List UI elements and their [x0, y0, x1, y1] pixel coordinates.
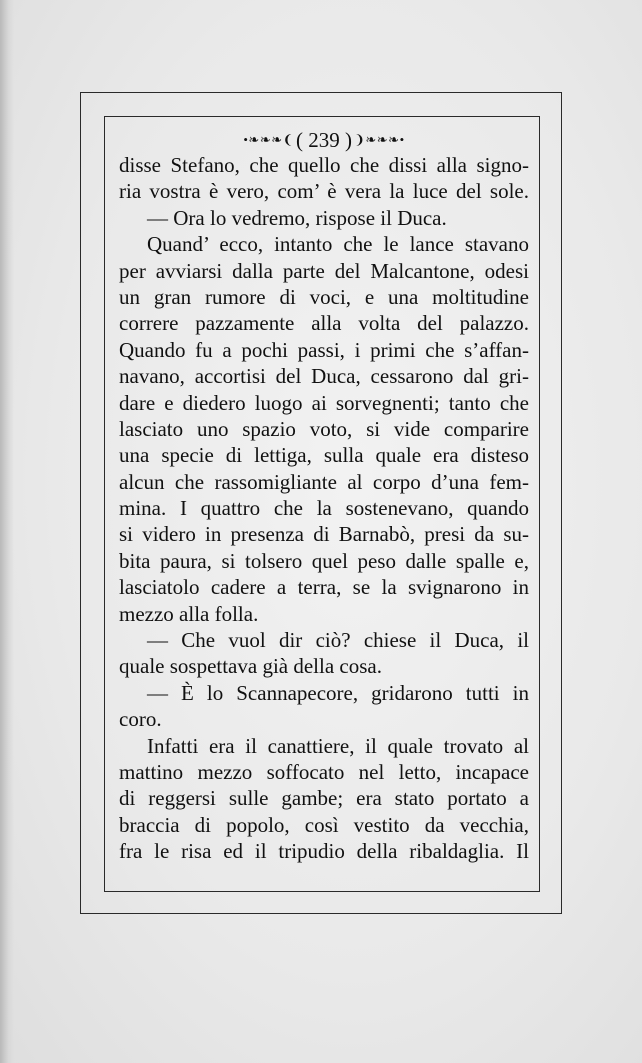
page-header: [119, 124, 529, 152]
text-line: — È lo Scannapecore, gridarono tutti in: [147, 680, 529, 705]
page-number: ( 239 ): [296, 128, 352, 153]
body-text: [119, 152, 529, 865]
text-line: correre pazzamente alla volta del palazzo.: [119, 311, 529, 336]
text-line: Infatti era il canattiere, il quale trovato al: [147, 733, 529, 758]
page-spine-shadow: [0, 0, 14, 1063]
text-line: Quand’ ecco, intanto che le lance stavano: [147, 232, 529, 257]
text-line: coro.: [119, 707, 162, 732]
text-line: mattino mezzo soffocato nel letto, incapace: [119, 759, 529, 784]
text-line: — Ora lo vedremo, rispose il Duca.: [147, 205, 447, 230]
text-line: lasciatolo cadere a terra, se la svignarono in: [119, 575, 529, 600]
text-line: mina. I quattro che la sostenevano, quando: [119, 496, 529, 521]
text-line: — Che vuol dir ciò? chiese il Duca, il: [147, 628, 529, 653]
text-line: Quando fu a pochi passi, i primi che s’affan-: [119, 337, 529, 362]
text-line: mezzo alla folla.: [119, 601, 259, 626]
text-line: navano, accortisi del Duca, cessarono dal gri-: [119, 364, 529, 389]
text-line: braccia di popolo, così vestito da vecchia,: [119, 812, 529, 837]
text-block: [119, 124, 529, 865]
text-line: per avviarsi dalla parte del Malcantone, odesi: [119, 258, 529, 283]
text-line: ria vostra è vero, com’ è vera la luce del sole.: [119, 179, 529, 204]
text-line: un gran rumore di voci, e una moltitudine: [119, 284, 529, 309]
text-line: fra le risa ed il tripudio della ribaldaglia. Il: [119, 839, 529, 864]
text-line: dare e diedero luogo ai sorvegnenti; tanto che: [119, 390, 529, 415]
text-line: lasciato uno spazio voto, si vide comparire: [119, 416, 529, 441]
text-line: di reggersi sulle gambe; era stato portato a: [119, 786, 529, 811]
text-line: si videro in presenza di Barnabò, presi da su-: [119, 522, 529, 547]
text-line: disse Stefano, che quello che dissi alla signo-: [119, 153, 529, 177]
text-line: alcun che rassomigliante al corpo d’una fem-: [119, 469, 529, 494]
text-line: una specie di lettiga, sulla quale era disteso: [119, 443, 529, 468]
header-ornament-right: ❩❧❧❧•: [354, 132, 405, 148]
header-ornament-left: •❧❧❧❨: [243, 132, 294, 148]
text-line: quale sospettava già della cosa.: [119, 654, 382, 679]
text-line: bita paura, si tolsero quel peso dalle spalle e,: [119, 548, 529, 573]
